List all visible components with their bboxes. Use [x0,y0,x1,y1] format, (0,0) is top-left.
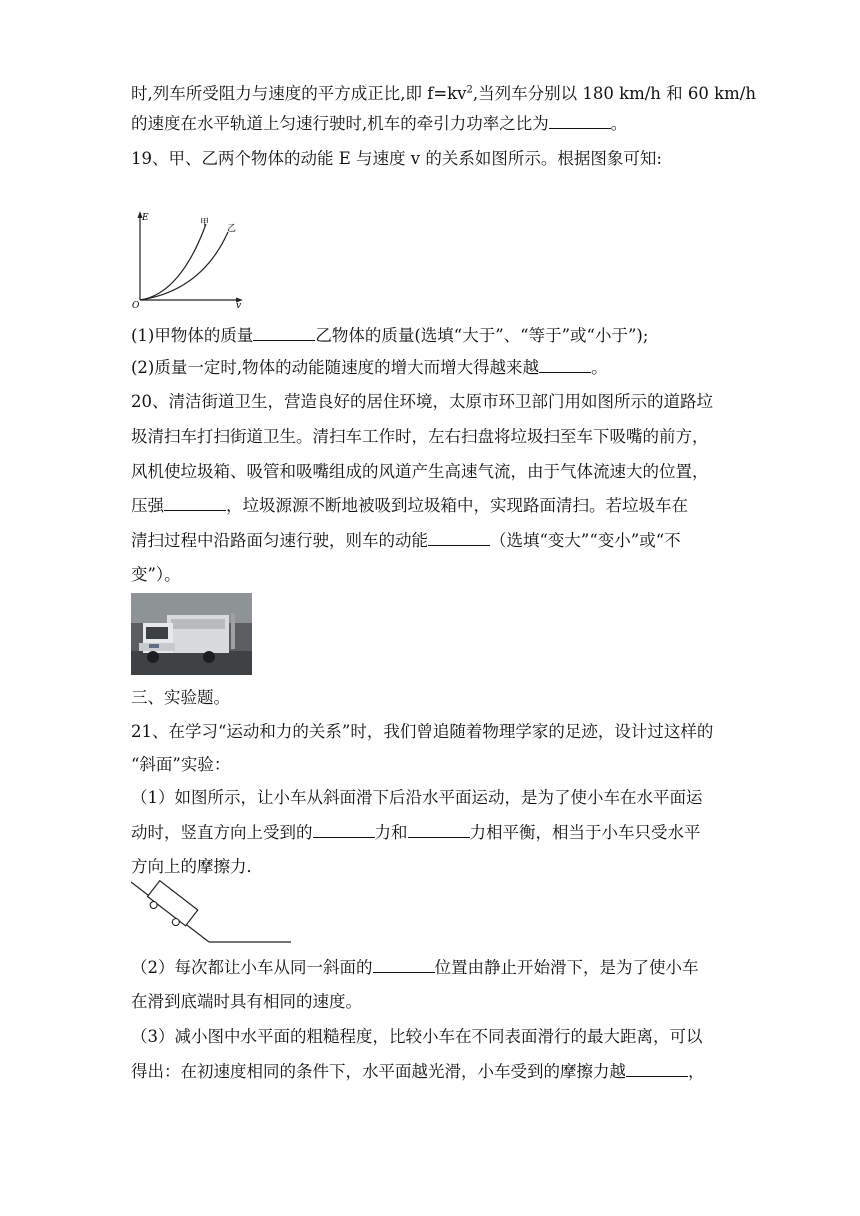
q20-line-5 [131,531,681,551]
q21-part2-line-2: 在滑到底端时具有相同的速度。 [131,992,362,1011]
q21-line-1: 21、在学习“运动和力的关系”时，我们曾追随着物理学家的足迹，设计过这样的 [131,722,714,741]
energy-velocity-graph [128,208,250,312]
q19-p2-blank[interactable] [539,358,591,373]
q20-l4-text-b: ，垃圾源源不断地被吸到垃圾箱中，实现路面清扫。若垃圾车在 [226,496,688,515]
q20-pressure-blank[interactable] [164,496,226,511]
cart [144,881,198,931]
q21-line-2: “斜面”实验： [131,755,231,774]
q20-line-3: 风机使垃圾箱、吸管和吸嘴组成的风道产生高速气流，由于气体流速大的位置， [131,462,709,481]
q19-stem: 19、甲、乙两个物体的动能 E 与速度 v 的关系如图所示。根据图象可知: [131,149,662,168]
curve-jia [140,224,206,300]
q19-p1-text-a: (1)甲物体的质量 [131,326,254,345]
q18-line-1 [131,84,756,104]
q20-line-4 [131,496,688,516]
q21-part1-line-2 [131,823,701,843]
q21-p2-text-b: 位置由静止开始滑下，是为了使小车 [434,958,699,977]
q19-p2-text-a: (2)质量一定时,物体的动能随速度的增大而增大得越来越 [131,358,540,377]
jia-label: 甲 [200,218,210,228]
v-label: v [236,301,242,311]
q20-energy-blank[interactable] [428,531,490,546]
q18-superscript: 2 [466,84,473,96]
q21-part3-line-2 [131,1062,705,1082]
yi-label: 乙 [227,224,237,234]
street-sweeper-photo [131,593,252,675]
e-label: E [142,213,149,223]
q21-force-blank-2[interactable] [408,823,470,838]
q21-p1-text-a: 动时，竖直方向上受到的 [131,823,313,842]
q19-p1-text-b: 乙物体的质量(选填“大于”、“等于”或“小于”); [315,326,649,345]
q18-period: 。 [610,114,628,133]
incline-cart-diagram [131,880,293,948]
q18-text-a: 时,列车所受阻力与速度的平方成正比,即 f=kv [131,84,467,103]
q21-part2-line-1 [131,958,699,978]
q18-answer-blank[interactable] [549,114,611,129]
q19-part-1 [131,326,648,346]
q18-text-b: ,当列车分别以 180 km/h 和 60 km/h [472,84,756,103]
q20-l4-text-a: 压强 [131,496,164,515]
q19-part-2 [131,358,608,378]
q21-p3-text-a: 得出：在初速度相同的条件下，水平面越光滑，小车受到的摩擦力越 [131,1062,626,1081]
q20-line-1: 20、清洁街道卫生，营造良好的居住环境，太原市环卫部门用如图所示的道路垃 [131,392,713,411]
q21-force-blank-1[interactable] [313,823,375,838]
q20-l5-text-b: （选填“变大”“变小”或“不 [490,531,681,550]
q19-p2-text-b: 。 [591,358,608,377]
q18-text-c: 的速度在水平轨道上匀速行驶时,机车的牵引力功率之比为 [131,114,549,133]
q21-part3-line-1: （3）减小图中水平面的粗糙程度，比较小车在不同表面滑行的最大距离，可以 [131,1027,703,1046]
q19-p1-blank[interactable] [253,326,315,341]
q21-friction-blank[interactable] [626,1062,688,1077]
q21-part1-line-1: （1）如图所示，让小车从斜面滑下后沿水平面运动，是为了使小车在水平面运 [131,788,703,807]
origin-label: O [132,301,140,311]
q21-p3-text-b: ， [688,1062,705,1081]
q20-line-2: 圾清扫车打扫街道卫生。清扫车工作时，左右扫盘将垃圾扫至车下吸嘴的前方， [131,427,709,446]
q21-part1-line-3: 方向上的摩擦力． [131,857,263,876]
q21-p1-text-c: 力相平衡，相当于小车只受水平 [469,823,701,842]
q20-l5-text-a: 清扫过程中沿路面匀速行驶，则车的动能 [131,531,428,550]
q20-line-6: 变”）。 [131,565,181,584]
curve-yi [140,232,228,300]
q18-line-2 [131,114,627,134]
section-title: 三、实验题。 [131,688,230,707]
q21-p1-text-b: 力和 [374,823,408,842]
q21-p2-text-a: （2）每次都让小车从同一斜面的 [131,958,373,977]
q21-position-blank[interactable] [373,958,435,973]
